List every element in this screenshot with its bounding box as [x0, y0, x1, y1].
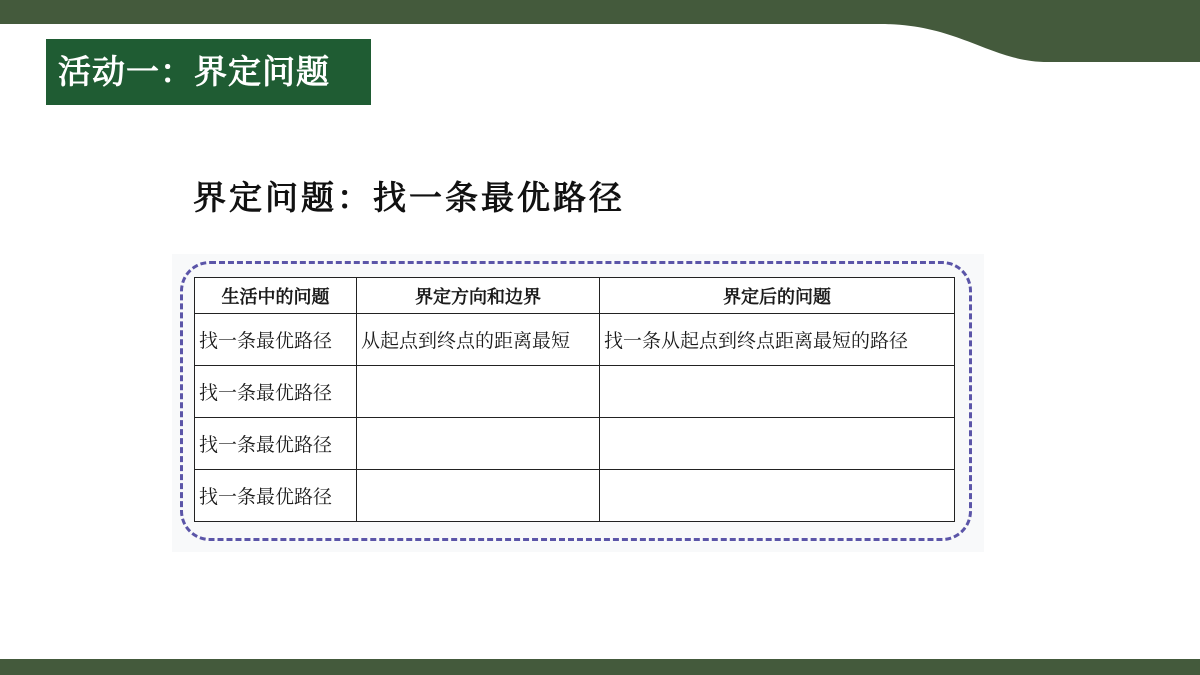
- table-cell: 找一条最优路径: [195, 470, 357, 522]
- column-header-defined-problem: 界定后的问题: [600, 278, 955, 314]
- table-cell: 找一条最优路径: [195, 314, 357, 366]
- table-cell: [600, 366, 955, 418]
- problem-table: [194, 277, 955, 522]
- page-title: 界定问题：找一条最优路径: [193, 178, 625, 217]
- table-cell: [357, 470, 600, 522]
- table-cell: [600, 470, 955, 522]
- table-row: [195, 366, 955, 418]
- table-row: [195, 470, 955, 522]
- column-header-direction-boundary: 界定方向和边界: [357, 278, 600, 314]
- column-header-life-problem: 生活中的问题: [195, 278, 357, 314]
- table-cell: 找一条从起点到终点距离最短的路径: [600, 314, 955, 366]
- table-cell: [357, 366, 600, 418]
- table-header-row: [195, 278, 955, 314]
- table-row: [195, 314, 955, 366]
- table-cell: [357, 418, 600, 470]
- table-cell: 从起点到终点的距离最短: [357, 314, 600, 366]
- table-cell: 找一条最优路径: [195, 418, 357, 470]
- activity-label: 活动一：界定问题: [46, 39, 371, 105]
- table-row: [195, 418, 955, 470]
- table-cell: [600, 418, 955, 470]
- bottom-decorative-band: [0, 659, 1200, 675]
- table-cell: 找一条最优路径: [195, 366, 357, 418]
